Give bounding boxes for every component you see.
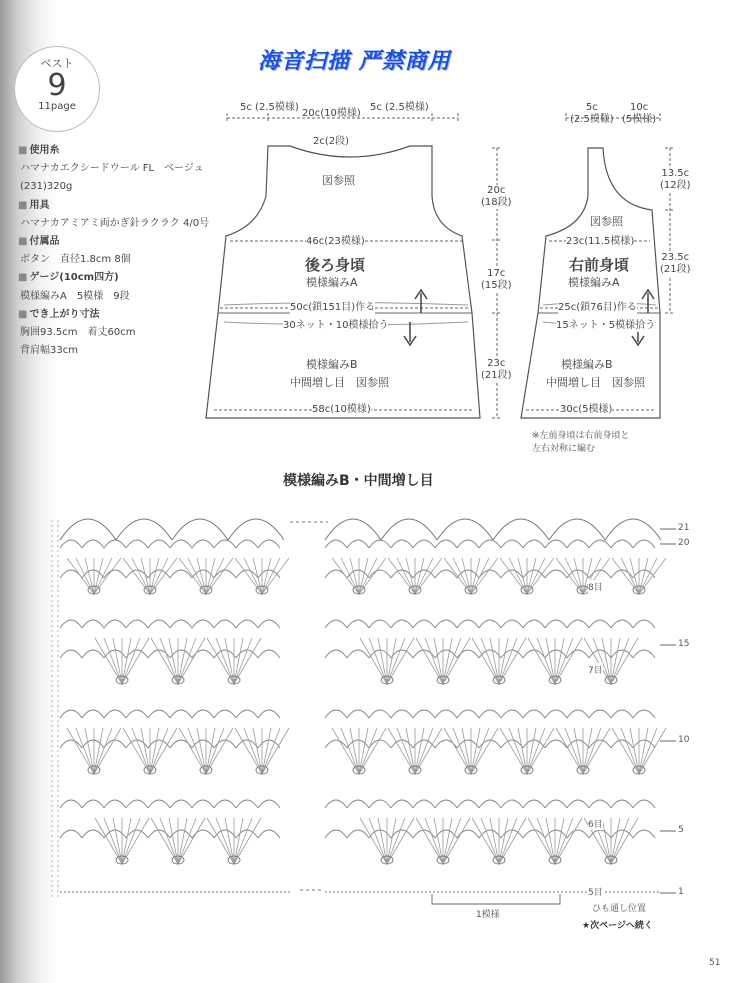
stitch-count-6: 6目 [588, 817, 603, 830]
fan-stitch [234, 638, 252, 684]
fan-stitch [639, 728, 657, 774]
scan-watermark: 海音扫描 严禁商用 [258, 49, 451, 74]
fan-stitch [555, 818, 573, 864]
fan-stitch [132, 558, 150, 594]
front-height-23-5: 23.5c (21段) [660, 252, 691, 275]
badge-category: ベスト [40, 57, 74, 70]
fan-stitch [160, 818, 178, 864]
chain-arch [347, 650, 369, 658]
chain-arch [236, 740, 258, 748]
back-shoulder-right-dim: 5c (2.5模様) [370, 102, 429, 113]
chain-arch [325, 620, 347, 628]
fan-stitch [216, 638, 234, 684]
fan-stitch [499, 638, 517, 684]
front-body-title: 右前身頃 [569, 256, 630, 274]
chain-arch [611, 710, 633, 718]
chain-arch [258, 710, 280, 718]
fan-stitch [471, 728, 489, 774]
spec-text: でき上がり寸法 [29, 308, 100, 320]
chain-arch [347, 830, 369, 838]
spec-text: ゲージ(10cm四方) [29, 272, 119, 284]
front-pattern-b: 模様編みB [561, 358, 613, 371]
chain-arch [82, 650, 104, 658]
fan-stitch [593, 638, 611, 684]
row-label-20: 20 [678, 538, 690, 548]
spec-text: 付属品 [29, 236, 60, 248]
back-body-title: 後ろ身頃 [305, 256, 366, 274]
fan-stitch [565, 558, 583, 594]
row-label-10: 10 [678, 735, 690, 745]
chain-arch [126, 650, 148, 658]
bullet-icon: ■ [18, 272, 28, 284]
shell-edge [228, 519, 284, 540]
chart-title: 模様編みB・中間増し目 [283, 473, 434, 489]
chain-arch [104, 540, 126, 548]
chain-arch [126, 800, 148, 808]
chain-arch [523, 620, 545, 628]
fan-stitch [397, 558, 415, 594]
fan-stitch [621, 558, 639, 594]
bullet-icon: ■ [18, 236, 28, 248]
chain-arch [611, 620, 633, 628]
chain-arch [545, 570, 567, 578]
fan-stitch [104, 638, 122, 684]
shell-edge [605, 519, 661, 540]
chain-arch [457, 710, 479, 718]
chain-arch [589, 540, 611, 548]
chain-arch [214, 830, 236, 838]
repeat-label: 1模様 [476, 910, 500, 920]
fan-stitch [481, 818, 499, 864]
chain-arch [325, 540, 347, 548]
shell-edge [172, 519, 228, 540]
chain-arch [391, 650, 413, 658]
chain-arch [214, 650, 236, 658]
fan-stitch [527, 728, 545, 774]
front-width-30: 30c(5模様) [560, 404, 613, 415]
chain-arch [214, 620, 236, 628]
fan-stitch [359, 728, 377, 774]
chain-arch [545, 800, 567, 808]
fan-stitch [481, 638, 499, 684]
chain-arch [258, 620, 280, 628]
fan-stitch [611, 818, 629, 864]
front-pattern-a: 模様編みA [568, 276, 620, 289]
chain-arch [104, 800, 126, 808]
chain-arch [567, 540, 589, 548]
fan-stitch [341, 728, 359, 774]
fan-stitch [206, 558, 233, 594]
fan-stitch [150, 558, 168, 594]
fan-stitch [76, 558, 94, 594]
chain-arch [501, 740, 523, 748]
fan-stitch [244, 728, 262, 774]
fan-stitch [359, 558, 377, 594]
fan-stitch [188, 728, 206, 774]
chain-arch [369, 620, 391, 628]
fan-stitch [397, 728, 415, 774]
chain-arch [567, 710, 589, 718]
chain-arch [126, 620, 148, 628]
chain-arch [170, 540, 192, 548]
chain-arch [413, 740, 435, 748]
chain-arch [258, 830, 280, 838]
back-height-20: 20c (18段) [481, 185, 512, 208]
fan-stitch [262, 728, 280, 774]
fan-stitch [555, 638, 573, 684]
row-label-5: 5 [678, 825, 684, 835]
fan-stitch [471, 558, 489, 594]
chain-arch [236, 710, 258, 718]
front-width-23: 23c(11.5模様) [566, 236, 635, 247]
chain-arch [391, 800, 413, 808]
chain-arch [479, 710, 501, 718]
chain-arch [60, 740, 82, 748]
chain-arch [369, 830, 391, 838]
chain-arch [82, 620, 104, 628]
chain-arch [479, 830, 501, 838]
chain-arch [258, 540, 280, 548]
fan-stitch [425, 818, 443, 864]
back-width-46: 46c(23模様) [306, 236, 365, 247]
chain-arch [170, 710, 192, 718]
fan-stitch [160, 638, 178, 684]
chain-arch [236, 800, 258, 808]
chain-arch [611, 740, 633, 748]
fan-stitch [76, 728, 94, 774]
chain-arch [589, 710, 611, 718]
chain-arch [192, 800, 214, 808]
fan-stitch [537, 638, 555, 684]
chain-arch [413, 540, 435, 548]
page-number: 51 [709, 958, 721, 968]
chain-arch [633, 800, 655, 808]
chain-arch [369, 710, 391, 718]
front-shoulder-dim: 5c (2.5模様) [570, 102, 614, 125]
chain-arch [545, 620, 567, 628]
chain-arch [501, 800, 523, 808]
chain-arch [369, 540, 391, 548]
fan-stitch [235, 558, 262, 594]
fan-stitch [150, 558, 177, 594]
chain-arch [170, 620, 192, 628]
chain-arch [347, 800, 369, 808]
chain-arch [391, 710, 413, 718]
chain-arch [325, 830, 347, 838]
back-increase-note: 中間増し目 図参照 [290, 376, 389, 389]
chain-arch [391, 540, 413, 548]
chain-arch [347, 540, 369, 548]
back-height-23: 23c (21段) [481, 358, 512, 381]
spec-text: 用具 [29, 199, 50, 211]
chain-arch [567, 620, 589, 628]
badge-number: 9 [47, 68, 67, 103]
front-chain-instruction: 25c(鎖76目)作る [558, 302, 637, 313]
front-neck-dim: 10c (5模様) [622, 102, 657, 125]
chain-arch [501, 710, 523, 718]
shell-edge [549, 519, 605, 540]
front-increase-note: 中間増し目 図参照 [546, 376, 645, 389]
fan-stitch [611, 638, 629, 684]
chain-arch [258, 650, 280, 658]
left-front-note: ※左前身頃は右前身頃と 左右対称に編む [532, 431, 630, 454]
fan-stitch [443, 638, 461, 684]
spec-text: 使用糸 [29, 145, 60, 156]
chain-arch [148, 800, 170, 808]
back-pattern-a: 模様編みA [306, 276, 358, 289]
fan-stitch [178, 818, 196, 864]
fan-stitch [369, 818, 387, 864]
fan-stitch [262, 558, 280, 594]
fan-stitch [639, 558, 666, 594]
bullet-icon: ■ [18, 145, 28, 156]
fan-stitch [639, 558, 657, 594]
shell-edge [116, 519, 172, 540]
fan-stitch [122, 638, 140, 684]
spec-text: ボタン 直径1.8cm 8個 [20, 254, 131, 266]
chain-arch [457, 620, 479, 628]
chain-arch [214, 540, 236, 548]
chain-arch [192, 540, 214, 548]
fan-stitch [471, 558, 498, 594]
back-shoulder-left-dim: 5c (2.5模様) [240, 102, 299, 113]
chain-arch [104, 620, 126, 628]
back-see-diagram: 図参照 [322, 174, 355, 187]
chain-arch [369, 650, 391, 658]
chain-arch [104, 710, 126, 718]
chain-arch [523, 540, 545, 548]
chain-arch [633, 540, 655, 548]
fan-stitch [425, 638, 443, 684]
chain-arch [214, 710, 236, 718]
row-label-1: 1 [678, 887, 684, 897]
back-width-58: 58c(10模様) [312, 404, 371, 415]
chain-arch [545, 710, 567, 718]
chain-arch [82, 830, 104, 838]
fan-stitch [527, 558, 545, 594]
chain-arch [126, 830, 148, 838]
stitch-count-5: 5目 [588, 885, 603, 898]
fan-stitch [216, 818, 234, 864]
chain-arch [104, 650, 126, 658]
back-neck-width-dim: 20c(10模様) [302, 108, 361, 119]
shell-edge [381, 519, 437, 540]
chain-arch [611, 800, 633, 808]
fan-stitch [499, 818, 517, 864]
fan-stitch [527, 558, 554, 594]
fan-stitch [332, 558, 359, 594]
chain-arch [457, 540, 479, 548]
chain-arch [126, 540, 148, 548]
fan-stitch [341, 558, 359, 594]
chain-arch [633, 830, 655, 838]
chain-arch [633, 710, 655, 718]
fan-stitch [443, 818, 461, 864]
front-pickup-instruction: 15ネット・5模様拾う [556, 320, 656, 331]
fan-stitch [583, 728, 601, 774]
chain-arch [148, 740, 170, 748]
spec-text: ハマナカエクシードウール FL ベージュ [20, 163, 204, 175]
shell-edge [60, 519, 116, 540]
back-chain-instruction: 50c(鎖151目)作る [290, 302, 376, 313]
fan-stitch [178, 638, 196, 684]
chain-arch [82, 710, 104, 718]
fan-stitch [565, 728, 583, 774]
badge-page: 11page [38, 101, 76, 112]
fan-stitch [537, 818, 555, 864]
fan-stitch [556, 558, 583, 594]
fan-stitch [262, 558, 289, 594]
chain-arch [479, 650, 501, 658]
bullet-icon: ■ [18, 199, 28, 211]
chain-arch [501, 620, 523, 628]
fan-stitch [415, 558, 442, 594]
chain-arch [325, 740, 347, 748]
back-height-17: 17c (15段) [481, 268, 512, 291]
chain-arch [236, 540, 258, 548]
chain-arch [589, 800, 611, 808]
row-label-21: 21 [678, 523, 690, 533]
chain-arch [413, 800, 435, 808]
fan-stitch [206, 558, 224, 594]
chain-arch [104, 830, 126, 838]
fan-stitch [387, 818, 405, 864]
chain-arch [435, 710, 457, 718]
shell-edge [437, 519, 493, 540]
chain-arch [347, 620, 369, 628]
chain-arch [60, 830, 82, 838]
chain-arch [148, 710, 170, 718]
chain-arch [82, 540, 104, 548]
fan-stitch [359, 558, 386, 594]
chain-arch [192, 710, 214, 718]
chain-arch [479, 800, 501, 808]
chain-arch [589, 740, 611, 748]
chain-arch [413, 620, 435, 628]
fan-stitch [387, 638, 405, 684]
chain-arch [567, 800, 589, 808]
chain-arch [523, 800, 545, 808]
chain-arch [391, 830, 413, 838]
chain-arch [214, 800, 236, 808]
chain-arch [148, 540, 170, 548]
chain-arch [347, 710, 369, 718]
chain-arch [170, 800, 192, 808]
chain-arch [60, 620, 82, 628]
shell-edge [493, 519, 549, 540]
back-pattern-b: 模様編みB [306, 358, 358, 371]
continue-note: ★次ページへ続く [582, 921, 653, 931]
stitch-count-7: 7目 [588, 663, 603, 676]
chain-arch [325, 710, 347, 718]
fan-stitch [132, 728, 150, 774]
fan-stitch [621, 728, 639, 774]
spec-text: 模様編みA 5模様 9段 [20, 290, 130, 302]
fan-stitch [415, 558, 433, 594]
chain-arch [589, 620, 611, 628]
shell-edge [325, 519, 381, 540]
back-neck-depth-dim: 2c(2段) [313, 136, 350, 147]
chain-arch [523, 710, 545, 718]
chain-arch [369, 800, 391, 808]
fan-stitch [94, 558, 112, 594]
chain-arch [325, 650, 347, 658]
fan-stitch [150, 728, 168, 774]
chain-arch [325, 800, 347, 808]
chain-arch [435, 540, 457, 548]
chain-arch [60, 540, 82, 548]
front-height-13-5: 13.5c (12段) [660, 168, 691, 191]
chain-arch [148, 620, 170, 628]
front-see-diagram: 図参照 [590, 215, 623, 228]
chain-arch [60, 650, 82, 658]
row-label-15: 15 [678, 639, 690, 649]
fan-stitch [94, 728, 112, 774]
fan-stitch [444, 558, 471, 594]
chain-arch [567, 650, 589, 658]
chain-arch [545, 540, 567, 548]
chain-arch [60, 800, 82, 808]
chain-arch [435, 620, 457, 628]
fan-stitch [179, 558, 206, 594]
bullet-icon: ■ [18, 308, 28, 320]
chain-arch [567, 830, 589, 838]
fan-stitch [453, 728, 471, 774]
chain-arch [633, 650, 655, 658]
spec-text: 胸囲93.5cm 着丈60cm [20, 327, 136, 339]
fan-stitch [206, 728, 224, 774]
fan-stitch [415, 728, 433, 774]
chain-arch [413, 710, 435, 718]
tie-position-label: ひも通し位置 [592, 904, 647, 914]
chain-arch [435, 800, 457, 808]
stitch-count-8: 8目 [588, 580, 603, 593]
chain-arch [236, 620, 258, 628]
fan-stitch [509, 728, 527, 774]
chain-arch [104, 740, 126, 748]
chain-arch [523, 650, 545, 658]
spec-text: 背肩幅33cm [20, 345, 78, 357]
chain-arch [523, 830, 545, 838]
chain-arch [479, 540, 501, 548]
fan-stitch [369, 638, 387, 684]
fan-stitch [104, 818, 122, 864]
fan-stitch [67, 558, 94, 594]
chain-arch [258, 740, 280, 748]
spec-text: ハマナカアミアミ両かぎ針ラクラク 4/0号 [20, 217, 210, 229]
chain-arch [523, 740, 545, 748]
chain-arch [479, 620, 501, 628]
chain-arch [611, 540, 633, 548]
chain-arch [457, 800, 479, 808]
chain-arch [126, 710, 148, 718]
fan-stitch [234, 818, 252, 864]
chain-arch [82, 800, 104, 808]
chain-arch [60, 710, 82, 718]
fan-stitch [94, 558, 121, 594]
chain-arch [258, 800, 280, 808]
fan-stitch [122, 818, 140, 864]
chain-arch [501, 540, 523, 548]
chain-arch [192, 620, 214, 628]
back-pickup-instruction: 30ネット・10模様拾う [283, 320, 389, 331]
chain-arch [391, 620, 413, 628]
chain-arch [369, 740, 391, 748]
fan-stitch [500, 558, 527, 594]
chain-arch [633, 620, 655, 628]
spec-text: (231)320g [20, 181, 73, 193]
